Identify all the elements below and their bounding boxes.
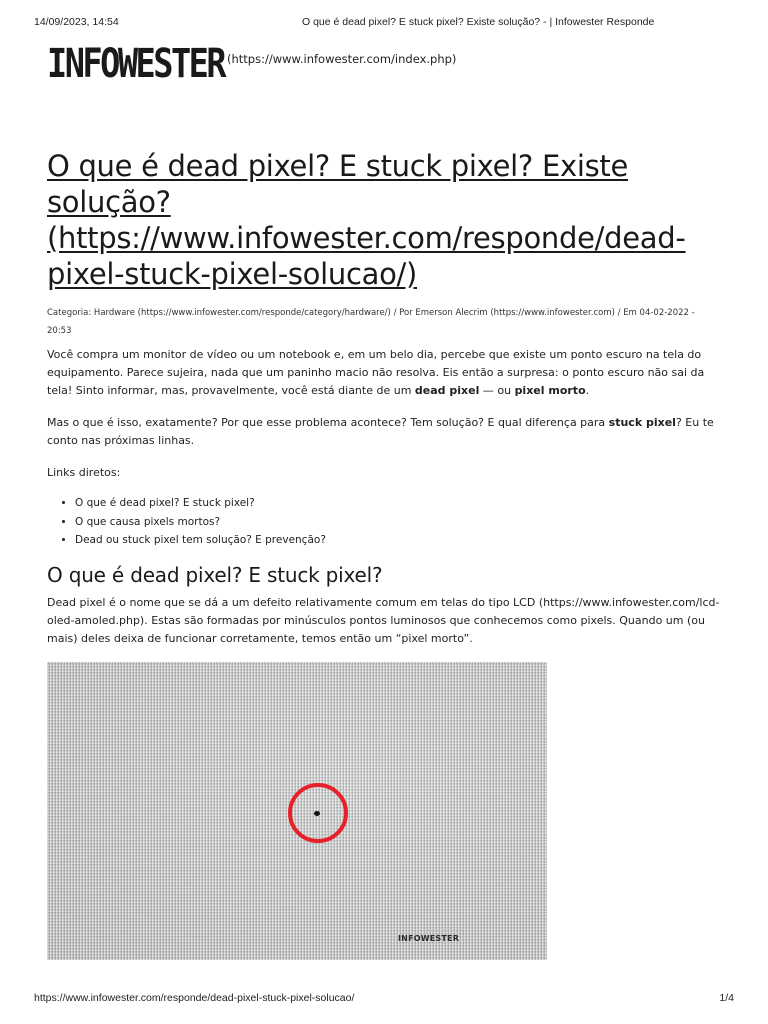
direct-links-list (47, 494, 723, 550)
article-content (47, 346, 723, 662)
direct-link-2[interactable]: • O que causa pixels mortos? (75, 513, 723, 532)
print-doc-title: O que é dead pixel? E stuck pixel? Existe solução? - | Infowester Responde (302, 16, 655, 28)
page-number: 1/4 (719, 992, 734, 1004)
dead-pixel-dot (314, 811, 320, 816)
intro-p1-mid: — ou (479, 384, 515, 397)
site-header (47, 41, 457, 87)
print-url: https://www.infowester.com/responde/dead-pixel-stuck-pixel-solucao/ (34, 992, 355, 1004)
pixel-morto-term: pixel morto (514, 384, 586, 397)
print-footer (34, 992, 734, 1006)
print-header (34, 16, 734, 30)
stuck-pixel-term: stuck pixel (608, 416, 676, 429)
section1-paragraph-1: Dead pixel é o nome que se dá a um defeito relativamente comum em telas do tipo LCD (https://www.infowester.com/lcd-oled-amoled.php). Estas são formadas por minúsculos pontos luminosos que conhecemos como pixels. Quando um (ou mais) deles deixa de funcionar corretamente, temos então um “pixel morto”. (47, 595, 720, 645)
intro-p2-text: Mas o que é isso, exatamente? Por que esse problema acontece? Tem solução? E qual diferença para (47, 416, 609, 429)
intro-p1-end: . (585, 384, 590, 397)
intro-paragraph-2 (47, 414, 723, 450)
article-meta: Categoria: Hardware (https://www.infowester.com/responde/category/hardware/) / Por Emerson Alecrim (https://www.infowester.com) / Em 04-02-2022 - 20:53 (47, 308, 695, 336)
dead-pixel-photo (47, 662, 547, 960)
section-heading-dead-pixel: O que é dead pixel? E stuck pixel? (47, 562, 383, 587)
image-watermark: INFOWESTER (398, 934, 460, 943)
page-title[interactable] (47, 148, 737, 292)
site-logo-link[interactable]: (https://www.infowester.com/index.php) (227, 52, 457, 66)
direct-link-1[interactable]: • O que é dead pixel? E stuck pixel? (75, 494, 723, 513)
site-logo[interactable]: INFOWESTER (47, 41, 225, 87)
intro-p1-text: Você compra um monitor de vídeo ou um notebook e, em um belo dia, percebe que existe um ponto escuro na tela do equipamento. Parece sujeira, nada que um paninho macio não resolva. Eis então a surpresa: o ponto escuro não sai da tela! Sinto informar, mas, provavelmente, você está diante de um (47, 348, 705, 397)
intro-paragraph-1 (47, 346, 723, 400)
links-label: Links diretos: (47, 466, 121, 479)
page-title-link[interactable]: (https://www.infowester.com/responde/dead-pixel-stuck-pixel-solucao/) (47, 221, 686, 291)
print-datetime: 14/09/2023, 14:54 (34, 16, 119, 28)
intro-p2-end: ? Eu te conto nas próximas linhas. (47, 416, 714, 447)
page-title-text[interactable]: O que é dead pixel? E stuck pixel? Existe solução? (47, 149, 629, 219)
direct-link-3[interactable]: • Dead ou stuck pixel tem solução? E prevenção? (75, 531, 723, 550)
dead-pixel-term: dead pixel (414, 384, 480, 397)
